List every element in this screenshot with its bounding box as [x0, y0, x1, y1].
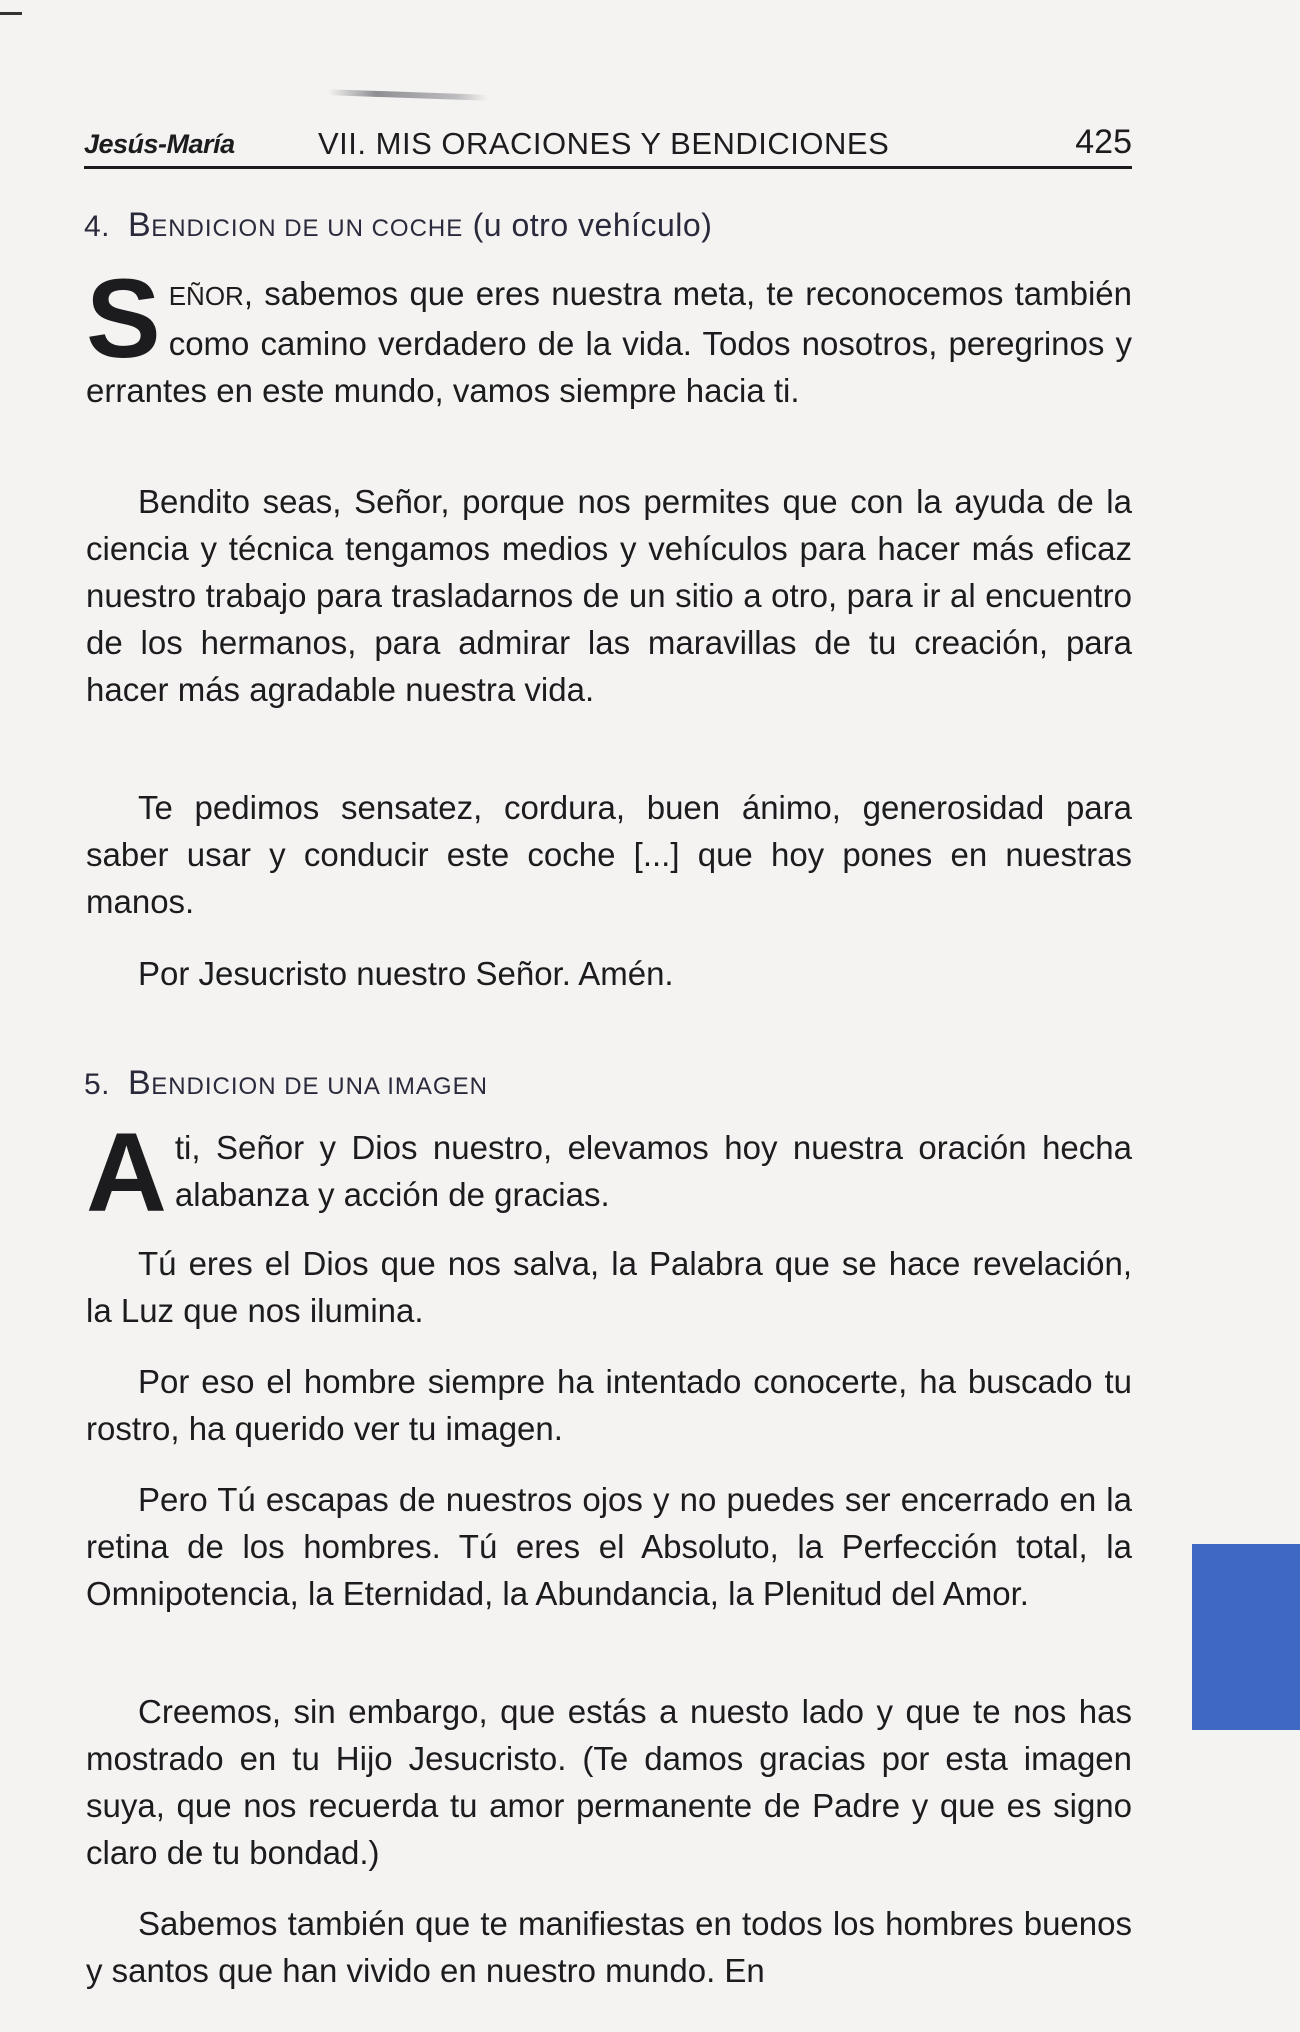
- section-5-paragraph-3: Por eso el hombre siempre ha intentado conocerte, ha buscado tu rostro, ha querido ver tu imagen.: [86, 1363, 1132, 1447]
- header-left: Jesús-María: [84, 129, 235, 159]
- section-5-paragraph-5: Creemos, sin embargo, que estás a nuesto lado y que te nos has mostrado en tu Hijo Jesucristo. (Te damos gracias por esta imagen suya, que nos recuerda tu amor permanente de Padre y que es signo claro de tu bondad.): [86, 1693, 1132, 1871]
- section-5-number: 5.: [84, 1068, 111, 1101]
- section-4-paragraph-3: Te pedimos sensatez, cordura, buen ánimo, generosidad para saber usar y conducir este coche [...] que hoy pones en nuestras manos.: [86, 789, 1132, 920]
- section-5-paragraph-2: Tú eres el Dios que nos salva, la Palabra que se hace revelación, la Luz que nos ilumina.: [86, 1245, 1132, 1329]
- section-4-p1-text: , sabemos que eres nuestra meta, te reconocemos también como camino verdadero de la vida. Todos nosotros, peregrinos y errantes en este mundo, vamos siempre hacia ti.: [86, 275, 1132, 409]
- section-5-paragraph-6: Sabemos también que te manifiestas en todos los hombres buenos y santos que han vivido en nuestro mundo. En: [86, 1905, 1132, 1989]
- section-5-paragraph-4: Pero Tú escapas de nuestros ojos y no puedes ser encerrado en la retina de los hombres. Tú eres el Absoluto, la Perfección total, la Omnipotencia, la Eternidad, la Abundancia, la Plenitud del Amor.: [86, 1481, 1132, 1612]
- running-header: [84, 118, 1132, 169]
- section-4-paragraph-2: Bendito seas, Señor, porque nos permites que con la ayuda de la ciencia y técnica tengamos medios y vehículos para hacer más eficaz nuestro trabajo para trasladarnos de un sitio a otro, para ir al encuentro de los hermanos, para admirar las maravillas de tu creación, para hacer más agradable nuestra vida.: [86, 483, 1132, 708]
- corner-mark: [0, 12, 22, 15]
- header-chapter-title: VII. MIS ORACIONES Y BENDICIONES: [318, 126, 890, 161]
- section-4-title-initial: B: [128, 206, 152, 244]
- dropcap-s: S: [86, 256, 161, 381]
- section-4-heading: [84, 206, 712, 245]
- section-4-number: 4.: [84, 210, 111, 243]
- section-4-title: ENDICION DE UN COCHE: [151, 215, 464, 242]
- dropcap-a: A: [86, 1110, 167, 1235]
- section-5-heading: [84, 1064, 488, 1103]
- section-5-p1-text: ti, Señor y Dios nuestro, elevamos hoy nuestra oración hecha alabanza y acción de gracias.: [174, 1129, 1132, 1213]
- section-4-paragraph-4: Por Jesucristo nuestro Señor. Amén.: [138, 955, 674, 992]
- section-5-title-initial: B: [128, 1064, 152, 1102]
- section-4-title-paren: (u otro vehículo): [463, 207, 713, 243]
- section-4-p1-smallcaps: EÑOR: [168, 281, 244, 311]
- section-5-title: ENDICION DE UNA IMAGEN: [151, 1073, 488, 1100]
- page-number: 425: [1075, 123, 1132, 161]
- ink-smudge: [328, 89, 488, 101]
- section-5-paragraph-1: [86, 1110, 1132, 1235]
- section-4-paragraph-1: [86, 256, 1132, 414]
- blue-page-tab: [1192, 1544, 1300, 1730]
